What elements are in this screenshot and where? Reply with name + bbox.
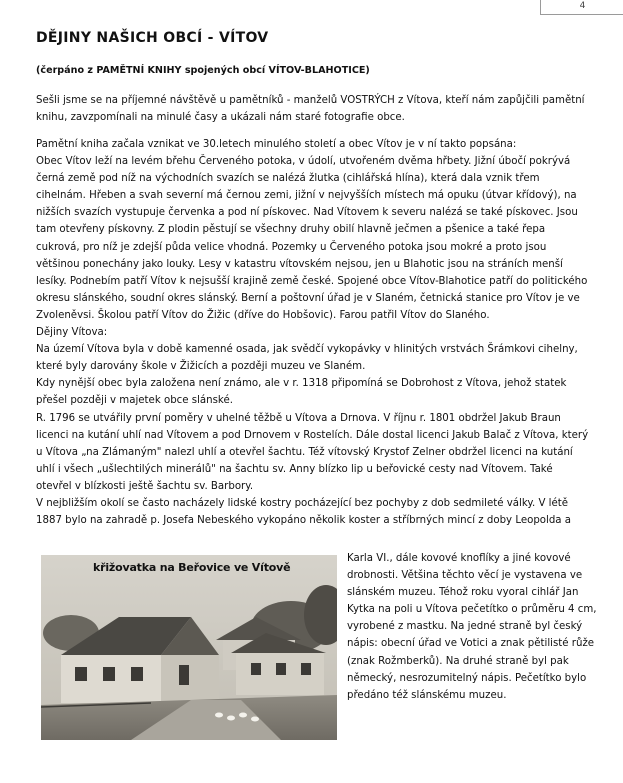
intro-paragraph: Sešli jsme se na příjemné návštěvě u pamětníků - manželů VOSTRÝCH z Vítova, kteří nám zapůjčili pamětní knihu, zavzpomínali na minulé časy a ukázali nám staré fotografie obce.: [36, 95, 585, 123]
page-title: DĚJINY NAŠICH OBCÍ - VÍTOV: [36, 30, 269, 46]
main-text: [36, 136, 591, 529]
paragraph-coal-mining: R. 1796 se utvářily první poměry v uhelné těžbě u Vítova a Drnova. V říjnu r. 1801 obdržel Jakub Braun licenci na kutání uhlí nad Vítovem a pod Drnovem v Rostelích. Dále dostal licenci Jakub Balač z Vítova, který u Vítova „na Zlámaným" nalezl uhlí a otevřel šachtu. Též vítovský Krystof Zelner obdržel licenci na kutání uhlí i všech „ušlechtilých minerálů" na šachtu sv. Anny blízko lip u beřovické cesty nad Vítovem. Také otevřel v blízkosti ještě šachtu sv. Barbory.: [36, 412, 589, 492]
paragraph-history-heading: Dějiny Vítova:: [36, 327, 108, 339]
paragraph-founding: Kdy nynější obec byla založena není známo, ale v r. 1318 připomíná se Dobrohost z Vítova, jehož statek přešel později v majetek obce slánské.: [36, 378, 567, 407]
historic-photo: [41, 555, 337, 740]
paragraph-chronicle-intro: Pamětní kniha začala vznikat ve 30.letech minulého století a obec Vítov je v ní takto popsána:: [36, 139, 517, 150]
paragraph-village-description: Obec Vítov leží na levém břehu Červeného potoka, v údolí, utvořeném dvěma hřbety. Jižní úbočí pokrývá černá země pod níž na východních svazích se nalézá žlutka (cihlářská hlína), která dala vznik třem cihelnám. Hřeben a svah severní má černou zemi, jižní v nejvyšších místech má opuku (útvar křídový), na nižších svazích vystupuje červenka a pod ní pískovec. Nad Vítovem k severu nalézá se také pískovec. Jsou tam otevřeny pískovny. Z plodin pěstují se všechny druhy obilí hlavně ječmen a pšenice a také řepa cukrová, pro níž je zdejší půda velice vhodná. Pozemky u Červeného potoka jsou mokré a proto jsou většinou ponechány jako louky. Lesy v katastru vítovském nejsou, jen u Blahotic jsou na stráních menší lesíky. Podnebím patří Vítov k nejsušší krajině země české. Spojené obce Vítov-Blahotice patří do politického okresu slánského, soudní okres slánský. Berní a poštovní úřad je v Slaném, četnická stanice pro Vítov je ve Zvoleněvsi. Školou patří Vítov do Žižic (dříve do Hobšovic). Farou patřil Vítov do Slaného.: [36, 156, 588, 321]
page-number: 4: [540, 0, 623, 15]
paragraph-stone-age: Na území Vítova byla v době kamenné osada, jak svědčí vykopávky v hlinitých vrstvách Šrámkovi cihelny, které byly darovány škole v Žižicích a později muzeu ve Slaném.: [36, 344, 578, 373]
paragraph-continuation: Karla VI., dále kovové knoflíky a jiné kovové drobnosti. Většina těchto věcí je vystavena ve slánském muzeu. Téhož roku vyoral cihlář Jan Kytka na poli u Vítova pečetítko o průměru 4 cm, vyrobené z mastku. Na jedné straně byl český nápis: obecní úřad ve Votici a znak pětilisté růže (znak Rožmberků). Na druhé straně byl pak německý, nesrozumitelný nápis. Pečetítko bylo předáno též slánskému muzeu.: [347, 553, 597, 701]
source-note: (čerpáno z PAMĚTNÍ KNIHY spojených obcí VÍTOV-BLAHOTICE): [36, 65, 370, 76]
photo-illustration: [41, 555, 337, 740]
photo-caption: křižovatka na Beřovice ve Vítově: [93, 561, 291, 574]
paragraph-findings: V nejbližším okolí se často nacházely lidské kostry pocházející bez pochyby z dob sedmileté války. V létě 1887 bylo na zahradě p. Josefa Nebeského vykopáno několik koster a stříbrných mincí z doby Leopolda a: [36, 497, 572, 527]
